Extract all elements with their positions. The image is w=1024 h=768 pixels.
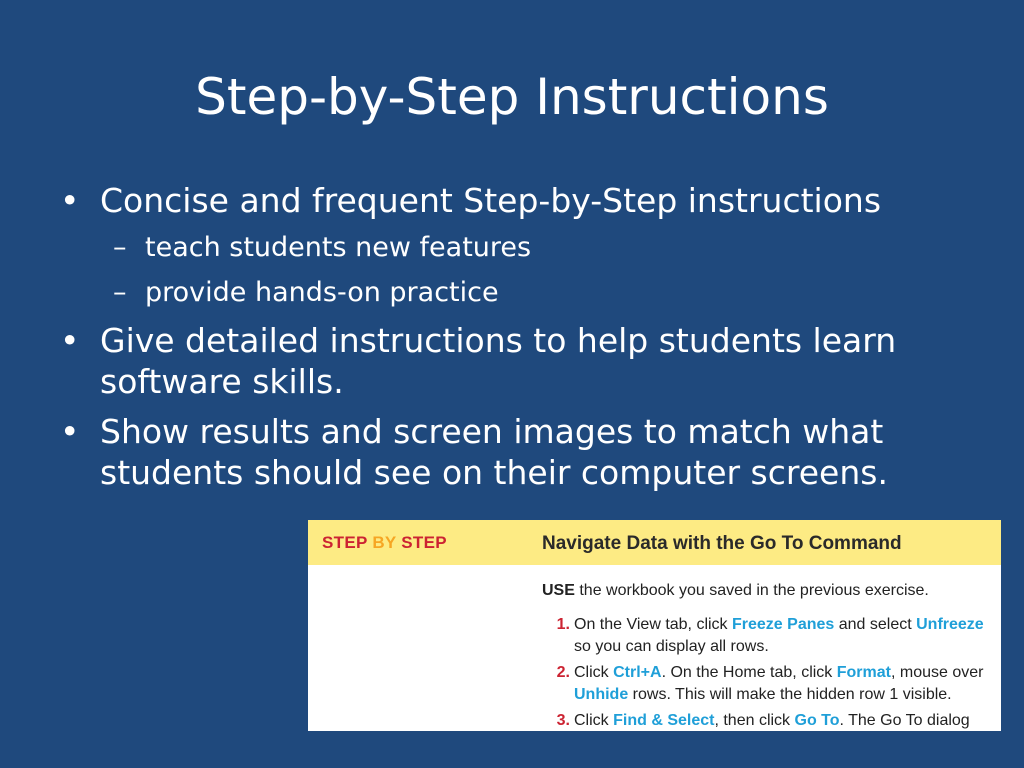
banner-by: BY [372, 533, 397, 552]
sub-bullet-item [60, 230, 960, 266]
command-name: Unhide [574, 686, 629, 703]
bullet-item [60, 411, 960, 493]
step-text: On the View tab, click [574, 616, 732, 633]
step-text: , then click [714, 712, 795, 729]
sub-bullet-marker: – [113, 277, 127, 308]
step-text: . On the Home tab, click [661, 664, 837, 681]
exercise-title: Navigate Data with the Go To Command [542, 533, 902, 554]
step-continuation: rows. This will make the hidden row 1 visible. [628, 686, 952, 703]
bullet-text: Concise and frequent Step-by-Step instructions [100, 181, 882, 220]
command-name: Unfreeze [916, 616, 984, 633]
command-name: Find & Select [613, 712, 715, 729]
use-label: USE [542, 582, 575, 599]
sub-bullet-text: provide hands-on practice [145, 277, 499, 308]
sub-bullet-item [60, 275, 960, 311]
step-by-step-label [322, 533, 447, 553]
command-name: Go To [794, 712, 840, 729]
step-number: 1. [556, 616, 570, 633]
step-text: and select [834, 616, 917, 633]
use-line [542, 582, 929, 600]
use-text: the workbook you saved in the previous exercise. [574, 582, 929, 599]
step-item [542, 662, 983, 706]
command-name: Freeze Panes [732, 616, 835, 633]
bullet-item [60, 180, 960, 221]
bullet-item [60, 320, 960, 402]
sub-bullet-text: teach students new features [145, 232, 532, 263]
step-item [542, 710, 970, 731]
step-continuation: so you can display all rows. [574, 638, 769, 655]
step-banner [308, 520, 1001, 565]
step-number: 2. [556, 664, 570, 681]
step-text: Click [574, 712, 614, 729]
bullet-text: Show results and screen images to match what students should see on their computer screens. [100, 412, 888, 492]
textbook-screenshot [308, 520, 1001, 731]
slide-title: Step-by-Step Instructions [195, 68, 829, 126]
bullet-marker: • [60, 412, 80, 451]
step-text: Click [574, 664, 614, 681]
step-text: . The Go To dialog [839, 712, 970, 729]
step-item [542, 614, 984, 658]
step-text: , mouse over [890, 664, 984, 681]
sub-bullet-marker: – [113, 232, 127, 263]
step-number: 3. [556, 712, 570, 729]
bullet-list [60, 180, 960, 502]
banner-step-2: STEP [401, 533, 447, 552]
bullet-marker: • [60, 321, 80, 360]
command-name: Ctrl+A [613, 664, 662, 681]
banner-step: STEP [322, 533, 368, 552]
bullet-marker: • [60, 181, 80, 220]
command-name: Format [836, 664, 891, 681]
bullet-text: Give detailed instructions to help students learn software skills. [100, 321, 897, 401]
